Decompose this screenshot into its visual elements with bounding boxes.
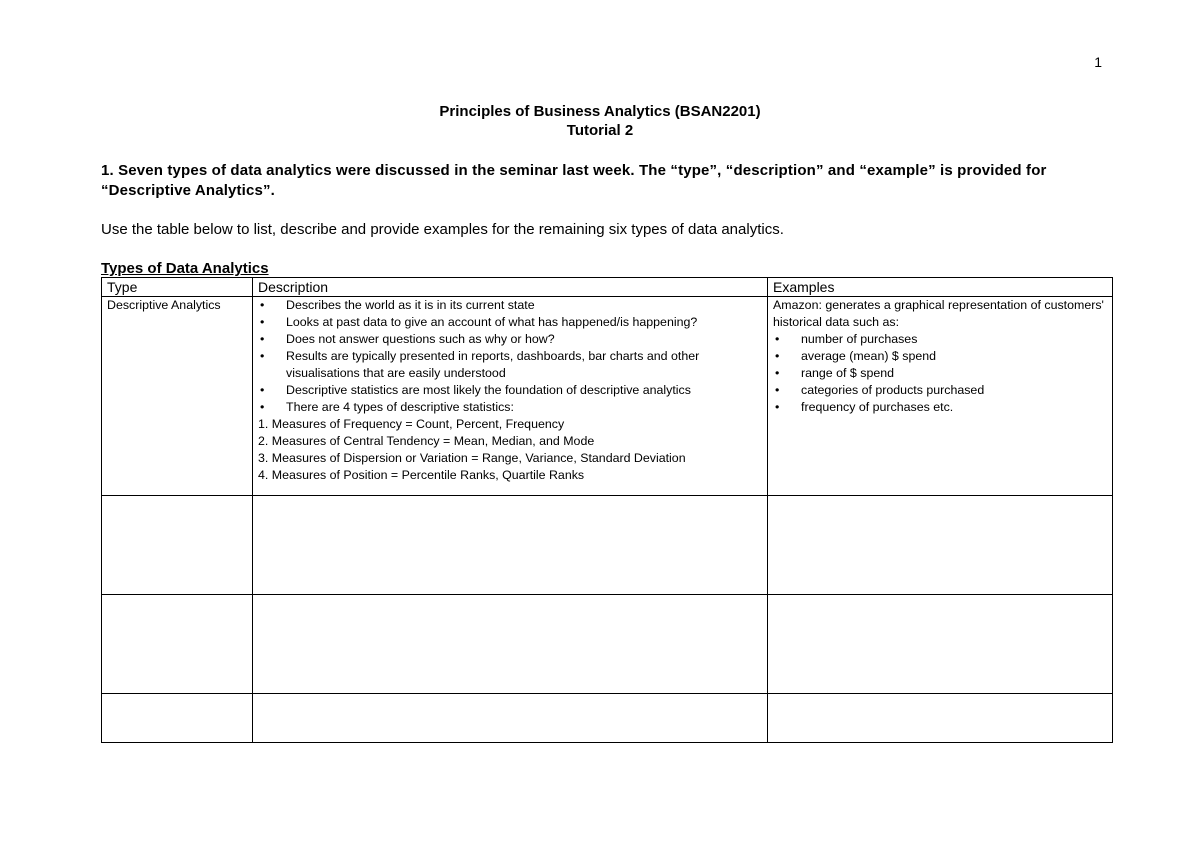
table-heading: Types of Data Analytics xyxy=(101,260,269,277)
examples-intro: Amazon: generates a graphical representation of customers' historical data such as: xyxy=(773,298,1104,329)
table-row xyxy=(102,297,1113,496)
bullet-icon: • xyxy=(260,298,265,312)
bullet-icon: • xyxy=(260,383,265,397)
analytics-table xyxy=(101,277,1113,743)
bullet-icon: • xyxy=(260,315,265,329)
bullet-icon: • xyxy=(775,366,780,380)
type-cell: Descriptive Analytics xyxy=(102,297,253,496)
column-header-description: Description xyxy=(253,278,768,297)
list-item: • There are 4 types of descriptive statistics: xyxy=(260,400,514,414)
list-item: • Looks at past data to give an account of what has happened/is happening? xyxy=(260,315,698,329)
bullet-icon: • xyxy=(260,400,265,414)
description-cell-empty[interactable] xyxy=(253,694,768,743)
bullet-icon: • xyxy=(260,332,265,346)
document-title xyxy=(0,102,1200,140)
bullet-icon: • xyxy=(775,400,780,414)
type-cell-empty[interactable] xyxy=(102,595,253,694)
table-row xyxy=(102,595,1113,694)
descriptive-statistics-list xyxy=(258,416,762,484)
list-item: 2. Measures of Central Tendency = Mean, Median, and Mode xyxy=(258,434,595,448)
examples-bullet-list xyxy=(773,331,1107,416)
column-header-type: Type xyxy=(102,278,253,297)
description-cell xyxy=(253,297,768,496)
table-header-row xyxy=(102,278,1113,297)
list-item: 1. Measures of Frequency = Count, Percent, Frequency xyxy=(258,417,565,431)
bullet-icon: • xyxy=(775,383,780,397)
examples-cell-empty[interactable] xyxy=(768,496,1113,595)
list-item: • range of $ spend xyxy=(775,366,895,380)
list-item: • Does not answer questions such as why or how? xyxy=(260,332,555,346)
bullet-icon: • xyxy=(775,349,780,363)
examples-cell-empty[interactable] xyxy=(768,595,1113,694)
instruction-text: Use the table below to list, describe and provide examples for the remaining six types of data analytics. xyxy=(101,221,784,238)
list-item: • frequency of purchases etc. xyxy=(775,400,954,414)
list-item: • categories of products purchased xyxy=(775,383,985,397)
list-item: • Describes the world as it is in its current state xyxy=(260,298,535,312)
bullet-icon: • xyxy=(260,349,265,363)
examples-cell-empty[interactable] xyxy=(768,694,1113,743)
list-item: • Descriptive statistics are most likely the foundation of descriptive analytics xyxy=(260,383,691,397)
examples-cell xyxy=(768,297,1113,496)
list-item: • average (mean) $ spend xyxy=(775,349,937,363)
description-cell-empty[interactable] xyxy=(253,595,768,694)
type-cell-empty[interactable] xyxy=(102,496,253,595)
list-item: • number of purchases xyxy=(775,332,918,346)
list-item: 4. Measures of Position = Percentile Ranks, Quartile Ranks xyxy=(258,468,585,482)
list-item: 3. Measures of Dispersion or Variation = Range, Variance, Standard Deviation xyxy=(258,451,686,465)
title-course: Principles of Business Analytics (BSAN2201) xyxy=(439,103,761,120)
question-text: 1. Seven types of data analytics were discussed in the seminar last week. The “type”, “description” and “example” is provided for “Descriptive Analytics”. xyxy=(101,162,1047,199)
title-tutorial: Tutorial 2 xyxy=(566,122,634,139)
table-row xyxy=(102,496,1113,595)
list-item: • Results are typically presented in reports, dashboards, bar charts and other visualisations that are easily understood xyxy=(260,349,700,380)
column-header-examples: Examples xyxy=(768,278,1113,297)
type-cell-empty[interactable] xyxy=(102,694,253,743)
page-number: 1 xyxy=(1094,54,1102,70)
description-bullet-list xyxy=(258,297,762,416)
table-row xyxy=(102,694,1113,743)
bullet-icon: • xyxy=(775,332,780,346)
description-cell-empty[interactable] xyxy=(253,496,768,595)
